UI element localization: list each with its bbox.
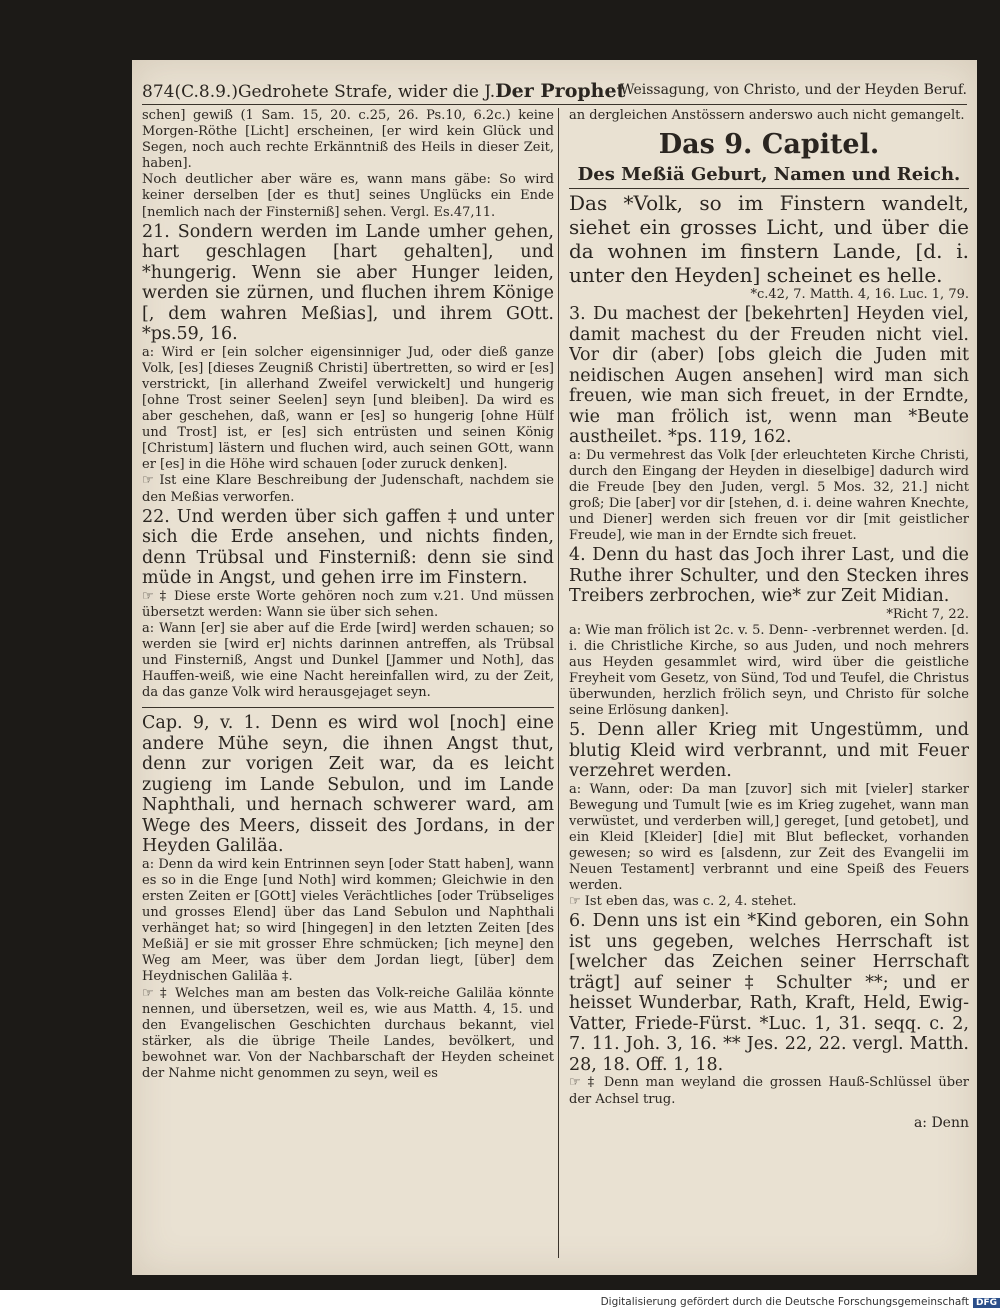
header-left: [142, 80, 625, 102]
chapter-subtitle: Des Meßiä Geburt, Namen und Reich.: [569, 164, 969, 189]
footer-text: Digitalisierung gefördert durch die Deutsche Forschungsgemeinschaft: [600, 1296, 969, 1308]
chapter-title: Das 9. Capitel.: [658, 129, 880, 161]
dfg-logo: DFG: [973, 1298, 1000, 1308]
cross-reference: *Richt 7, 22.: [886, 606, 969, 622]
cross-reference: *c.42, 7. Matth. 4, 16. Luc. 1, 79.: [750, 287, 969, 303]
header-page-number-title: 874(C.8.9.)Gedrohete Strafe, wider die J.: [142, 82, 496, 102]
commentary-paragraph: a: Denn da wird kein Entrinnen seyn [oder Statt haben], wann es so in die Enge [und Noth] wird kommen; Gleichwie in den ersten Zeiten er [GOtt] vieles Verächtliches [oder Trübseliges und grosses Elend] über das Land Sebulon und Naphthali verhänget hat; so wird [hingegen] in den letzten Zeiten [des Meßiä] er sie mit grosser Ehre schmücken; [ich meyne] den Weg am Meer, was über dem Jordan liegt, [über] dem Heydnischen Galiläa ‡.: [142, 856, 554, 985]
commentary-paragraph: schen] gewiß (1 Sam. 15, 20. c.25, 26. Ps.10, 6.2c.) keine Morgen-Röthe [Licht] erscheinen, [er wird kein Glück und Segen, noch auch rechte Erkänntniß des Heils in dieser Zeit, haben].: [142, 108, 554, 172]
running-header: [142, 78, 967, 105]
verse-paragraph: 6. Denn uns ist ein *Kind geboren, ein Sohn ist uns gegeben, welches Herrschaft ist [welcher das Zeichen seiner Herrschaft trägt] auf seiner ‡ Schulter **; und er heisset Wunderbar, Rath, Kraft, Held, Ewig-Vatter, Friede-Fürst. *Luc. 1, 31. seqq. c. 2, 7. 11. Joh. 3, 16. ** Jes. 22, 22. vergl. Matth. 28, 18. Off. 1, 18.: [569, 911, 969, 1075]
verse-paragraph: Das *Volk, so im Finstern wandelt, siehet ein grosses Licht, und über die da wohnen im finstern Lande, [d. i. unter den Heyden] scheinet es helle.: [569, 191, 969, 288]
book-page: [132, 60, 977, 1275]
commentary-paragraph: a: Wann, oder: Da man [zuvor] sich mit [vieler] starker Bewegung und Tumult [wie es im Krieg zugehet, wann man verwüstet, und verderben will,] gereget, [und getobet], und ein Kleid [Kleider] [die] mit Blut beflecket, vorhanden gewesen; so wird es [alsdenn, zur Zeit des Evangelii im Neuen Testament] verbrannt und eine Speiß des Feuers werden.: [569, 781, 969, 894]
right-column-body: [569, 191, 969, 1108]
commentary-paragraph: a: Wird er [ein solcher eigensinniger Jud, oder dieß ganze Volk, [es] [dieses Zeugniß Christi] übertretten, so wird er [es] verstrickt, [in allerhand Zweifel verwickelt] und hungerig [ohne Trost seiner Seelen] seyn [und bleiben]. Da wird es aber geschehen, daß, wann er [es] so hungerig [ohne Hülf und Trost] ist, er [es] sich entrüsten und seinen König [Christum] lästern und fluchen wird, auch seinen GOtt, wann er [es] in die Höhe wird schauen [oder zuruck denken].: [142, 344, 554, 473]
header-right: Weissagung, von Christo, und der Heyden Beruf.: [620, 82, 967, 98]
catchword: a: Denn: [913, 1114, 969, 1131]
continuation-text: an dergleichen Anstössern anderswo auch nicht gemangelt.: [569, 108, 965, 123]
commentary-paragraph: a: Du vermehrest das Volk [der erleuchteten Kirche Christi, durch den Eingang der Heyden in dieselbige] dadurch wird die Freude [bey den Juden, vergl. 5 Mos. 32, 21.] nicht groß; Die [aber] vor dir [stehen, d. i. deine wahren Knechte, und Diener] werden sich freuen vor dir [mit geistlicher Freude], wie man in der Erndte sich freuet.: [569, 447, 969, 544]
section-rule: [142, 707, 554, 708]
column-divider: [558, 108, 559, 1258]
verse-paragraph: 5. Denn aller Krieg mit Ungestümm, und blutig Kleid wird verbrannt, und mit Feuer verzehret werden.: [569, 720, 969, 782]
left-column: [142, 108, 554, 1258]
commentary-paragraph: ☞ ‡ Welches man am besten das Volk-reiche Galiläa könnte nennen, und übersetzen, weil es, wie aus Matth. 4, 15. und den Evangelischen Geschichten durchaus bekannt, viel stärker, als die übrige Theile Landes, bevölkert, und bewohnet war. Von der Nachbarschaft der Heyden scheinet der Nahme nicht genommen zu seyn, weil es: [142, 985, 554, 1081]
commentary-paragraph: a: Wie man frölich ist 2c. v. 5. Denn- -verbrennet werden. [d. i. die Christliche Kirche, so aus Juden, und noch mehrers aus Heyden gesammlet wird, wird über die geistliche Freyheit vom Gesetz, von Sünd, Tod und Teufel, die Christus überwunden, herzlich frölich seyn, und Christo für solche seine Erlösung danken].: [569, 622, 969, 719]
verse-paragraph: 3. Du machest der [bekehrten] Heyden viel, damit machest du der Freuden nicht viel. Vor dir (aber) [obs gleich die Juden mit neidischen Augen ansehen] wird man sich freuen, wie man sich freuet, in der Erndte, wie man frölich ist, wenn man *Beute austheilet. *ps. 119, 162.: [569, 304, 969, 448]
commentary-paragraph: Noch deutlicher aber wäre es, wann mans gäbe: So wird keiner derselben [der es thut] seines Unglücks ein Ende [nemlich nach der Finsterniß] sehen. Vergl. Es.47,11.: [142, 172, 554, 220]
commentary-paragraph: ☞ ‡ Diese erste Worte gehören noch zum v.21. Und müssen übersetzt werden: Wann sie über sich sehen.: [142, 588, 554, 620]
commentary-paragraph: ☞ ‡ Denn man weyland die grossen Hauß-Schlüssel über der Achsel trug.: [569, 1075, 969, 1107]
commentary-paragraph: a: Wann [er] sie aber auf die Erde [wird] werden schauen; so werden sie [wird er] nichts darinnen antreffen, als Trübsal und Finsterniß, Angst und Dunkel [Jammer und Noth], das Hauffen-weiß, wie eine Nacht hereinfallen wird, zu der Zeit, da das ganze Volk wird herausgejaget seyn.: [142, 620, 554, 701]
commentary-paragraph: ☞ Ist eine Klare Beschreibung der Judenschaft, nachdem sie den Meßias verworfen.: [142, 473, 554, 505]
verse-paragraph: Cap. 9, v. 1. Denn es wird wol [noch] eine andere Mühe seyn, die ihnen Angst thut, denn zur vorigen Zeit war, da es leicht zugieng im Lande Sebulon, und im Lande Naphthali, und hernach schwerer ward, am Wege des Meers, disseit des Jordans, in der Heyden Galiläa.: [142, 713, 554, 857]
right-column: [569, 108, 969, 1258]
digitization-footer: [600, 1296, 1000, 1312]
verse-paragraph: 4. Denn du hast das Joch ihrer Last, und die Ruthe ihrer Schulter, und den Stecken ihres Treibers zerbrochen, wie* zur Zeit Midian.: [569, 545, 969, 607]
verse-paragraph: 22. Und werden über sich gaffen ‡ und unter sich die Erde ansehen, und nichts finden, denn Trübsal und Finsterniß: denn sie sind müde in Angst, und gehen irre im Finstern.: [142, 506, 554, 589]
commentary-paragraph: ☞ Ist eben das, was c. 2, 4. stehet.: [569, 894, 797, 910]
header-prophet: Der Prophet: [495, 80, 626, 102]
verse-paragraph: 21. Sondern werden im Lande umher gehen, hart geschlagen [hart gehalten], und *hungerig. Wenn sie aber Hunger leiden, werden sie zürnen, und fluchen ihrem Könige [, dem wahren Meßias], und ihrem GOtt. *ps.59, 16.: [142, 221, 554, 345]
